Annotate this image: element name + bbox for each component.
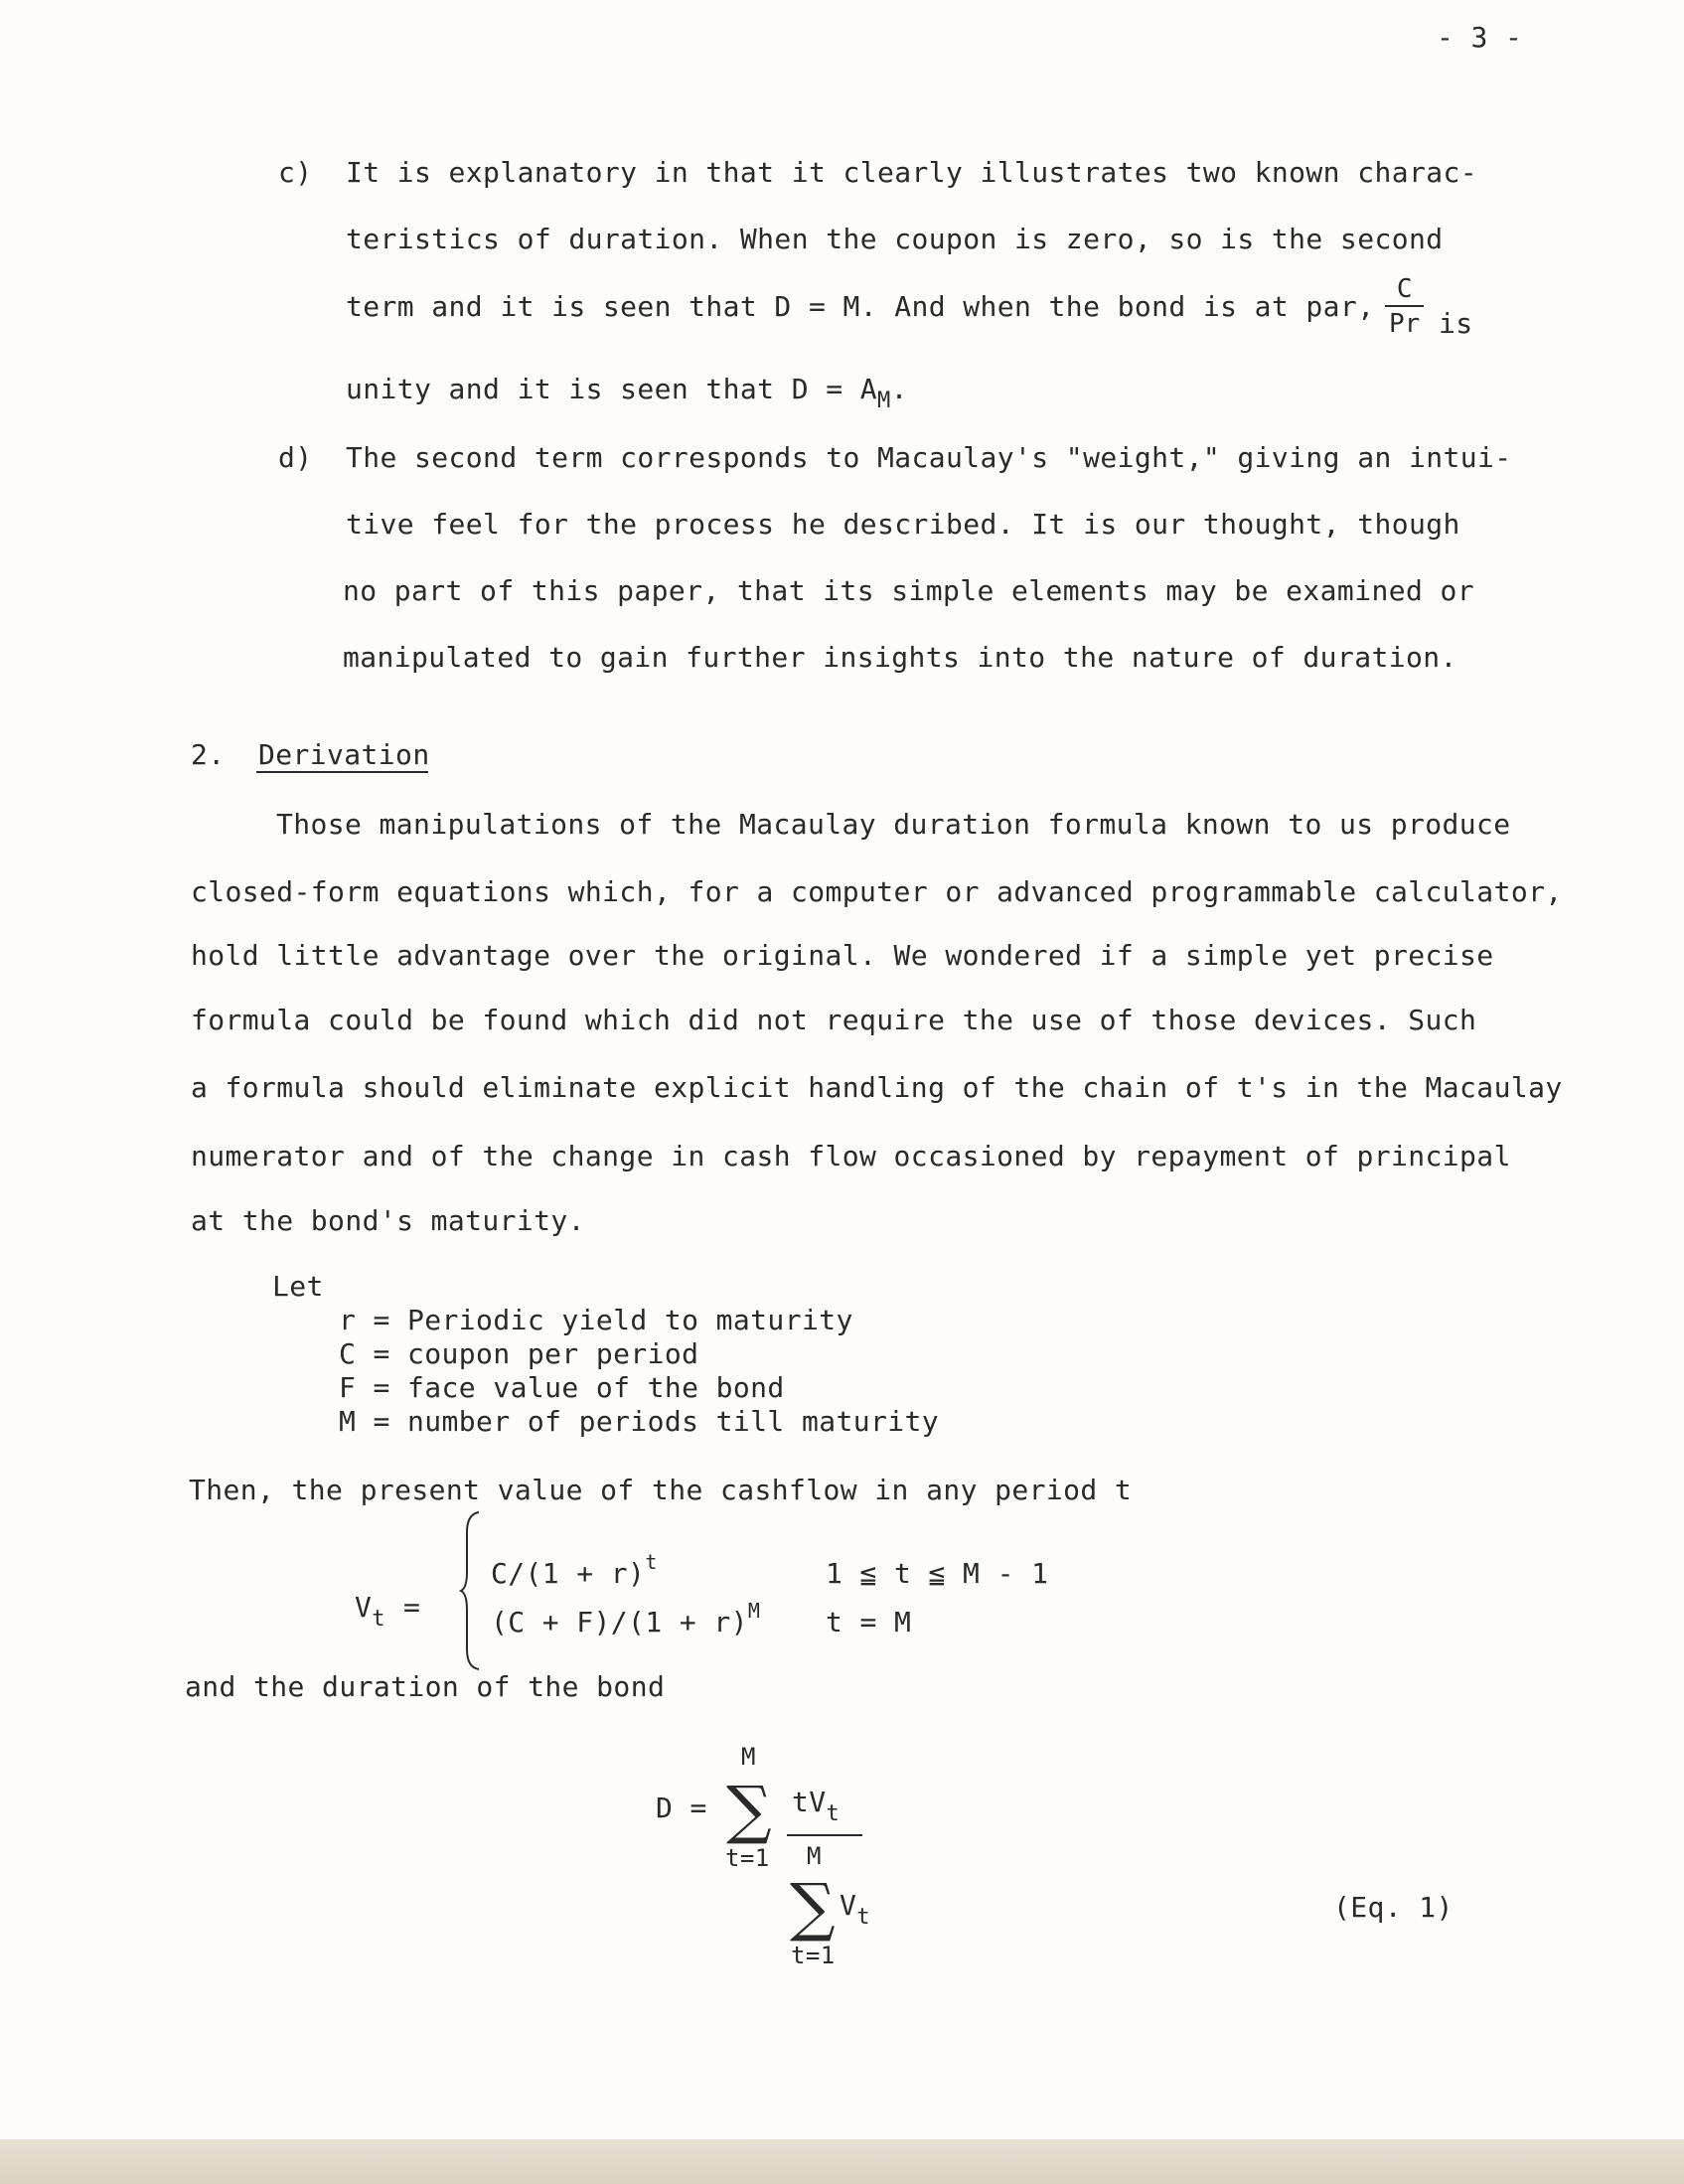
sum-lower-limit: t=1 [725, 1844, 770, 1872]
denominator-subscript: t [856, 1905, 870, 1930]
paragraph-line-2: closed-form equations which, for a computer or advanced programmable calculator, [191, 875, 1563, 908]
item-d-marker: d) [278, 441, 313, 474]
case-1-expression [491, 1550, 658, 1590]
definition-c: C = coupon per period [339, 1337, 699, 1370]
paragraph-line-6: numerator and of the change in cash flow occasioned by repayment of principal [191, 1140, 1511, 1172]
paragraph-line-1: Those manipulations of the Macaulay duration formula known to us produce [276, 808, 1511, 841]
fraction-numerator: C [1396, 274, 1413, 304]
denominator-sum-lower-limit: t=1 [791, 1942, 836, 1969]
item-c-line-3-tail: is [1439, 307, 1473, 340]
item-c-line-3: term and it is seen that D = M. And when the bond is at par, [346, 290, 1375, 323]
case-2-exponent: M [747, 1599, 761, 1623]
item-c-line-4 [346, 373, 908, 413]
denominator-sum-upper-limit: M [807, 1842, 822, 1870]
item-d-line-3: no part of this paper, that its simple elements may be examined or [343, 574, 1474, 607]
item-d-line-1: The second term corresponds to Macaulay's "weight," giving an intui- [346, 441, 1512, 474]
case-1-condition: 1 ≦ t ≦ M - 1 [826, 1557, 1049, 1590]
case-2-expression [491, 1599, 761, 1638]
item-c-line-4-text: unity and it is seen that D = A [346, 373, 877, 405]
and-line: and the duration of the bond [185, 1670, 666, 1703]
d-lhs: D = [656, 1792, 707, 1824]
duration-numerator [792, 1786, 841, 1826]
item-d-line-2: tive feel for the process he described. It is our thought, though [346, 508, 1460, 541]
page-number: - 3 - [1437, 21, 1523, 54]
case-1-exponent: t [645, 1550, 658, 1574]
item-c-line-1: It is explanatory in that it clearly illustrates two known charac- [346, 156, 1477, 189]
vt-subscript: t [372, 1607, 385, 1632]
definition-m: M = number of periods till maturity [339, 1405, 940, 1438]
case-2-condition: t = M [826, 1606, 912, 1638]
item-c-line-4-period: . [890, 373, 908, 405]
vt-equals: = [403, 1591, 421, 1624]
sum-symbol: ∑ [726, 1774, 772, 1847]
denominator-body [840, 1889, 870, 1930]
paragraph-line-7: at the bond's maturity. [191, 1204, 585, 1237]
item-c-line-2: teristics of duration. When the coupon is zero, so is the second [346, 223, 1444, 255]
sum-upper-limit: M [741, 1743, 756, 1771]
item-d-line-4: manipulated to gain further insights into the nature of duration. [343, 641, 1457, 674]
numerator-subscript: t [826, 1801, 841, 1826]
section-number: 2. [191, 738, 226, 771]
duration-fraction-bar [787, 1834, 862, 1836]
left-brace [459, 1510, 487, 1671]
fraction-denominator: Pr [1389, 309, 1421, 339]
definition-f: F = face value of the bond [339, 1371, 785, 1404]
let-label: Let [272, 1270, 324, 1303]
paragraph-line-4: formula could be found which did not require the use of those devices. Such [191, 1004, 1477, 1036]
numerator-base: tV [792, 1786, 827, 1818]
denominator-base: V [840, 1889, 857, 1922]
denominator-sum-symbol: ∑ [790, 1871, 836, 1945]
item-c-marker: c) [278, 156, 313, 189]
paragraph-line-3: hold little advantage over the original. We wondered if a simple yet precise [191, 939, 1494, 972]
section-title: Derivation [258, 738, 430, 771]
then-line: Then, the present value of the cashflow in any period t [189, 1474, 1133, 1506]
item-c-line-4-subscript: M [876, 389, 891, 413]
scan-bottom-edge [0, 2139, 1684, 2184]
equation-label: (Eq. 1) [1333, 1891, 1454, 1924]
vt-lhs [355, 1591, 385, 1632]
case-2-base: (C + F)/(1 + r) [491, 1606, 748, 1638]
case-1-base: C/(1 + r) [491, 1557, 646, 1590]
section-title-underline [256, 771, 428, 773]
c-over-pr-fraction [1385, 276, 1424, 337]
vt-symbol: V [355, 1591, 373, 1624]
definition-r: r = Periodic yield to maturity [339, 1304, 853, 1336]
paragraph-line-5: a formula should eliminate explicit handling of the chain of t's in the Macaulay [191, 1071, 1563, 1104]
